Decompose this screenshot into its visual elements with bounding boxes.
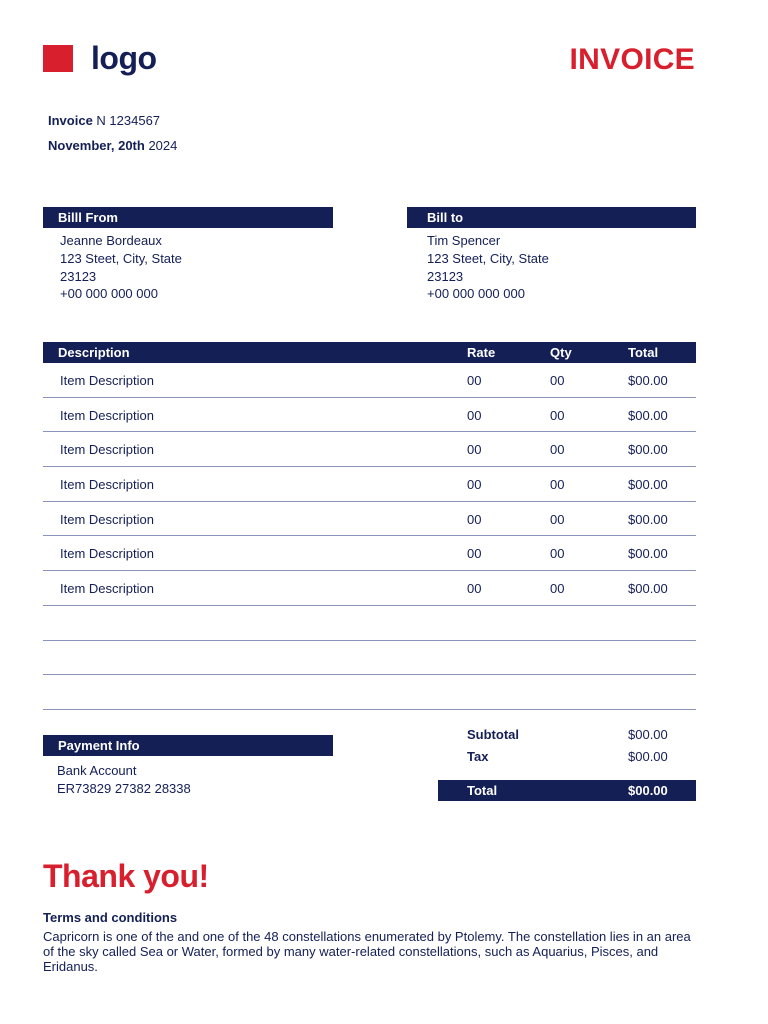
item-description: Item Description [60, 581, 154, 597]
bill-from-street: 123 Steet, City, State [60, 250, 182, 266]
item-rate: 00 [467, 373, 482, 388]
total-label: Total [467, 783, 498, 798]
invoice-date: November, 20th [48, 138, 145, 153]
item-description: Item Description [60, 373, 154, 388]
empty-row [43, 641, 696, 676]
item-qty: 00 [550, 546, 565, 562]
item-rate: 00 [467, 442, 482, 458]
bill-to-header: Bill to [407, 207, 696, 228]
item-qty: 00 [550, 511, 565, 527]
tax-value: $00.00 [628, 749, 668, 764]
empty-row [43, 606, 696, 641]
item-total: $00.00 [628, 373, 668, 388]
item-qty: 00 [550, 477, 565, 493]
table-row [43, 467, 696, 502]
table-row [43, 536, 696, 571]
total-bar [438, 780, 696, 801]
bill-to-street: 123 Steet, City, State [427, 250, 549, 266]
bill-from-zip: 23123 [60, 268, 97, 284]
header-total: Total [628, 345, 659, 360]
item-description: Item Description [60, 511, 154, 527]
bill-to-name: Tim Spencer [427, 233, 501, 248]
item-description: Item Description [60, 442, 154, 458]
item-description: Item Description [60, 407, 154, 423]
payment-details [57, 762, 191, 798]
document-title: INVOICE [569, 43, 695, 76]
item-total: $00.00 [628, 581, 668, 597]
bill-from-header: Billl From [43, 207, 333, 228]
table-header [43, 342, 696, 363]
item-total: $00.00 [628, 511, 668, 527]
item-description: Item Description [60, 477, 154, 493]
item-rate: 00 [467, 477, 482, 493]
subtotal-label: Subtotal [467, 727, 519, 742]
terms-text: Capricorn is one of the and one of the 48 constellations enumerated by Ptolemy. The constellation lies in an area of the sky called Sea or Water, formed by many water-related constellations, such as Aquarius, Pisces, and Eridanus. [43, 929, 691, 974]
item-total: $00.00 [628, 477, 668, 493]
header-qty: Qty [550, 345, 572, 360]
header-rate: Rate [467, 345, 496, 360]
invoice-year: 2024 [148, 138, 178, 153]
table-body [43, 363, 696, 606]
bill-to-address [427, 232, 549, 303]
bank-account-number: ER73829 27382 28338 [57, 780, 191, 796]
item-rate: 00 [467, 407, 482, 423]
empty-row [43, 675, 696, 710]
invoice-number-line [48, 113, 160, 128]
item-rate: 00 [467, 511, 482, 527]
bill-to-phone: +00 000 000 000 [427, 286, 525, 302]
item-total: $00.00 [628, 546, 668, 562]
bill-from-phone: +00 000 000 000 [60, 286, 158, 302]
logo-mark [43, 45, 73, 72]
item-qty: 00 [550, 581, 565, 597]
terms-title: Terms and conditions [43, 910, 178, 925]
invoice-label: Invoice [48, 113, 93, 128]
item-total: $00.00 [628, 407, 668, 423]
bill-from-address [60, 232, 182, 303]
invoice-number: N 1234567 [96, 113, 161, 128]
item-qty: 00 [550, 407, 565, 423]
item-rate: 00 [467, 581, 482, 597]
items-table [43, 342, 696, 710]
bill-from-name: Jeanne Bordeaux [60, 233, 162, 248]
table-row [43, 363, 696, 398]
total-value: $00.00 [628, 783, 668, 798]
table-row [43, 502, 696, 537]
invoice-date-line [48, 138, 177, 153]
table-row [43, 571, 696, 606]
tax-label: Tax [467, 749, 489, 764]
thank-you-heading: Thank you! [43, 858, 209, 894]
item-description: Item Description [60, 546, 154, 562]
subtotal-value: $00.00 [628, 727, 668, 742]
logo-text: logo [91, 40, 157, 76]
bill-to-zip: 23123 [427, 268, 464, 284]
payment-info-header: Payment Info [43, 735, 333, 756]
item-qty: 00 [550, 442, 565, 458]
header-description: Description [58, 345, 130, 360]
bank-account-label: Bank Account [57, 763, 137, 778]
table-row [43, 398, 696, 433]
item-rate: 00 [467, 546, 482, 562]
item-total: $00.00 [628, 442, 668, 458]
table-row [43, 432, 696, 467]
item-qty: 00 [550, 373, 565, 388]
